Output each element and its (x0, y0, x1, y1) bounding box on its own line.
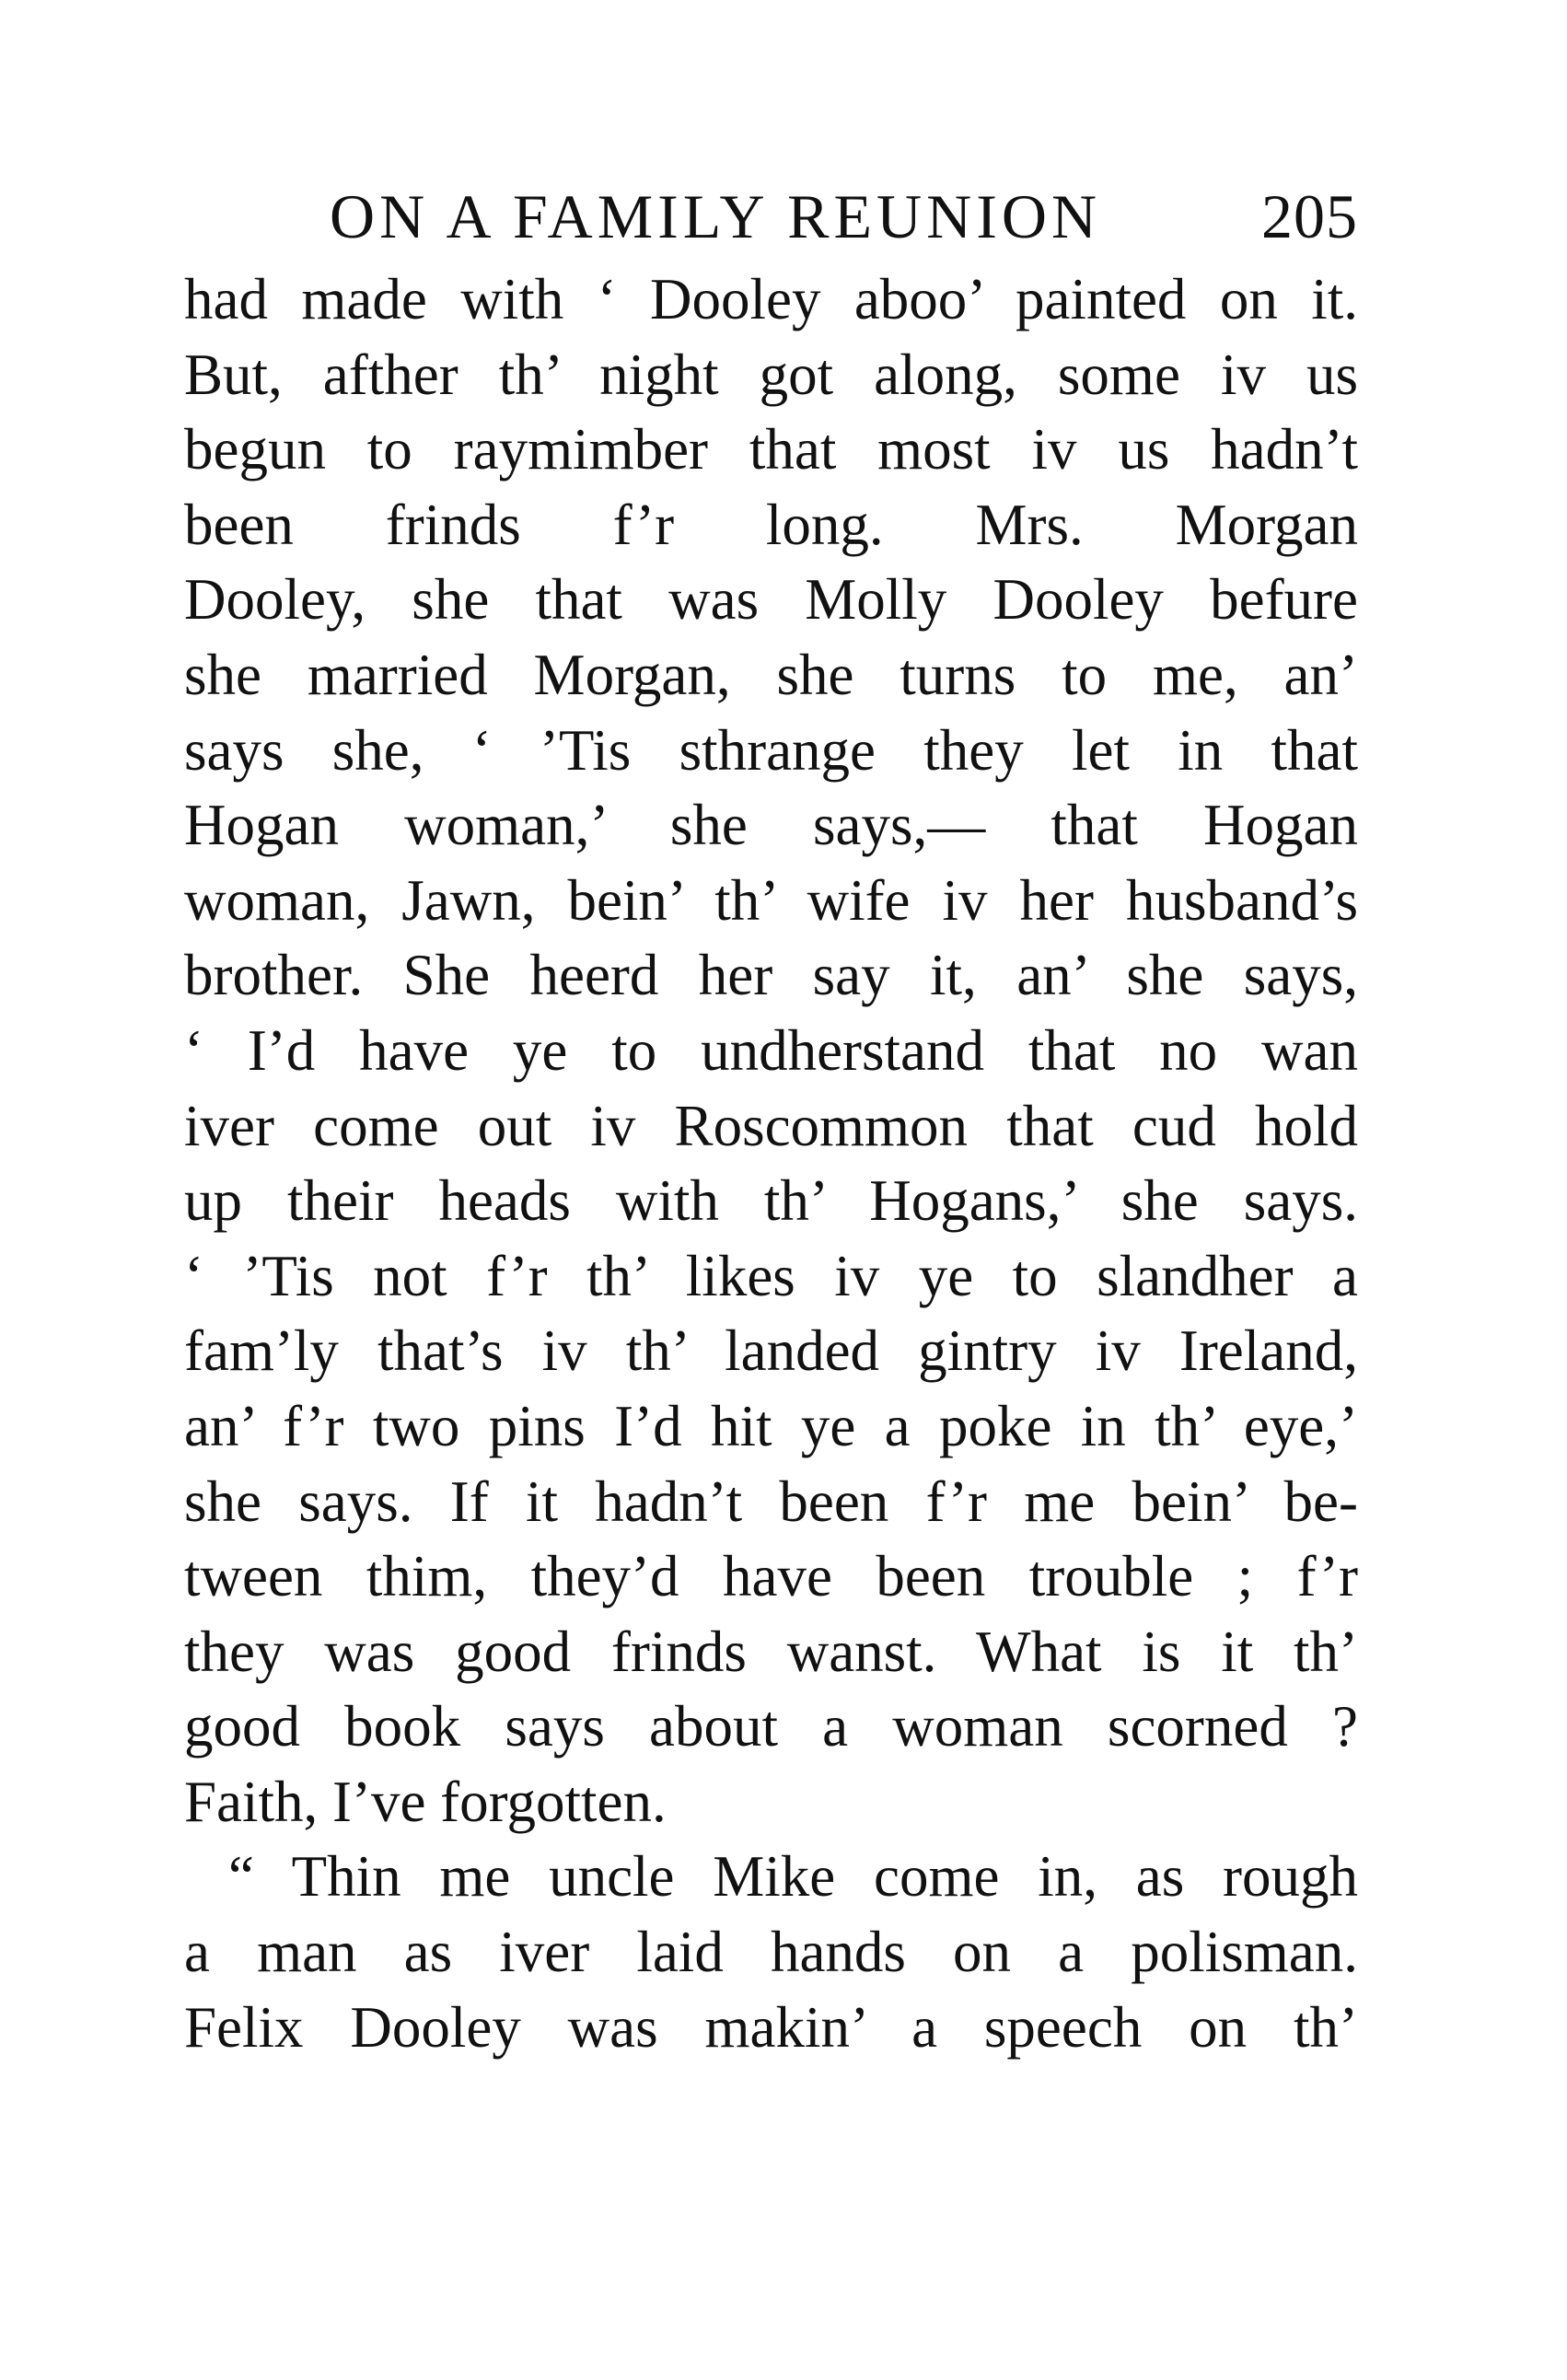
text-line: ‘ I’d have ye to undherstand that no wan (184, 1017, 1358, 1083)
text-line: Felix Dooley was makin’ a speech on th’ (184, 1994, 1358, 2060)
text-line: ‘ ’Tis not f’r th’ likes iv ye to slandher a (184, 1243, 1358, 1308)
text-line: tween thim, they’d have been trouble ; f’r (184, 1544, 1358, 1609)
text-line: begun to raymimber that most iv us hadn’t (184, 417, 1358, 482)
text-line: had made with ‘ Dooley aboo’ painted on it. (184, 267, 1358, 331)
text-line: she married Morgan, she turns to me, an’ (184, 642, 1358, 707)
text-line: Dooley, she that was Molly Dooley befure (184, 567, 1358, 633)
text-line: they was good frinds wanst. What is it th’ (184, 1619, 1358, 1684)
text-line: an’ f’r two pins I’d hit ye a poke in th’ eye,’ (184, 1393, 1358, 1458)
text-line: good book says about a woman scorned ? (184, 1694, 1358, 1759)
running-title: ON A FAMILY REUNION (330, 181, 1102, 251)
text-line-paragraph-end: Faith, I’ve forgotten. (184, 1769, 667, 1834)
text-line: Hogan woman,’ she says,— that Hogan (184, 793, 1358, 858)
text-line-paragraph-start: “ Thin me uncle Mike come in, as rough (228, 1844, 1358, 1910)
page-number: 205 (1261, 181, 1358, 251)
text-line: a man as iver laid hands on a polisman. (184, 1920, 1358, 1985)
text-line: up their heads with th’ Hogans,’ she says. (184, 1168, 1358, 1234)
text-line: iver come out iv Roscommon that cud hold (184, 1093, 1358, 1158)
text-line: she says. If it hadn’t been f’r me bein’ be- (184, 1469, 1358, 1534)
text-line: brother. She heerd her say it, an’ she says, (184, 943, 1358, 1008)
text-line: says she, ‘ ’Tis sthrange they let in that (184, 717, 1358, 783)
text-line: been frinds f’r long. Mrs. Morgan (184, 492, 1358, 557)
text-line: But, afther th’ night got along, some iv us (184, 342, 1358, 407)
running-head (184, 175, 1358, 258)
text-line: woman, Jawn, bein’ th’ wife iv her husband’s (184, 867, 1358, 933)
text-line: fam’ly that’s iv th’ landed gintry iv Ireland, (184, 1318, 1358, 1384)
body-text (184, 262, 1358, 2065)
